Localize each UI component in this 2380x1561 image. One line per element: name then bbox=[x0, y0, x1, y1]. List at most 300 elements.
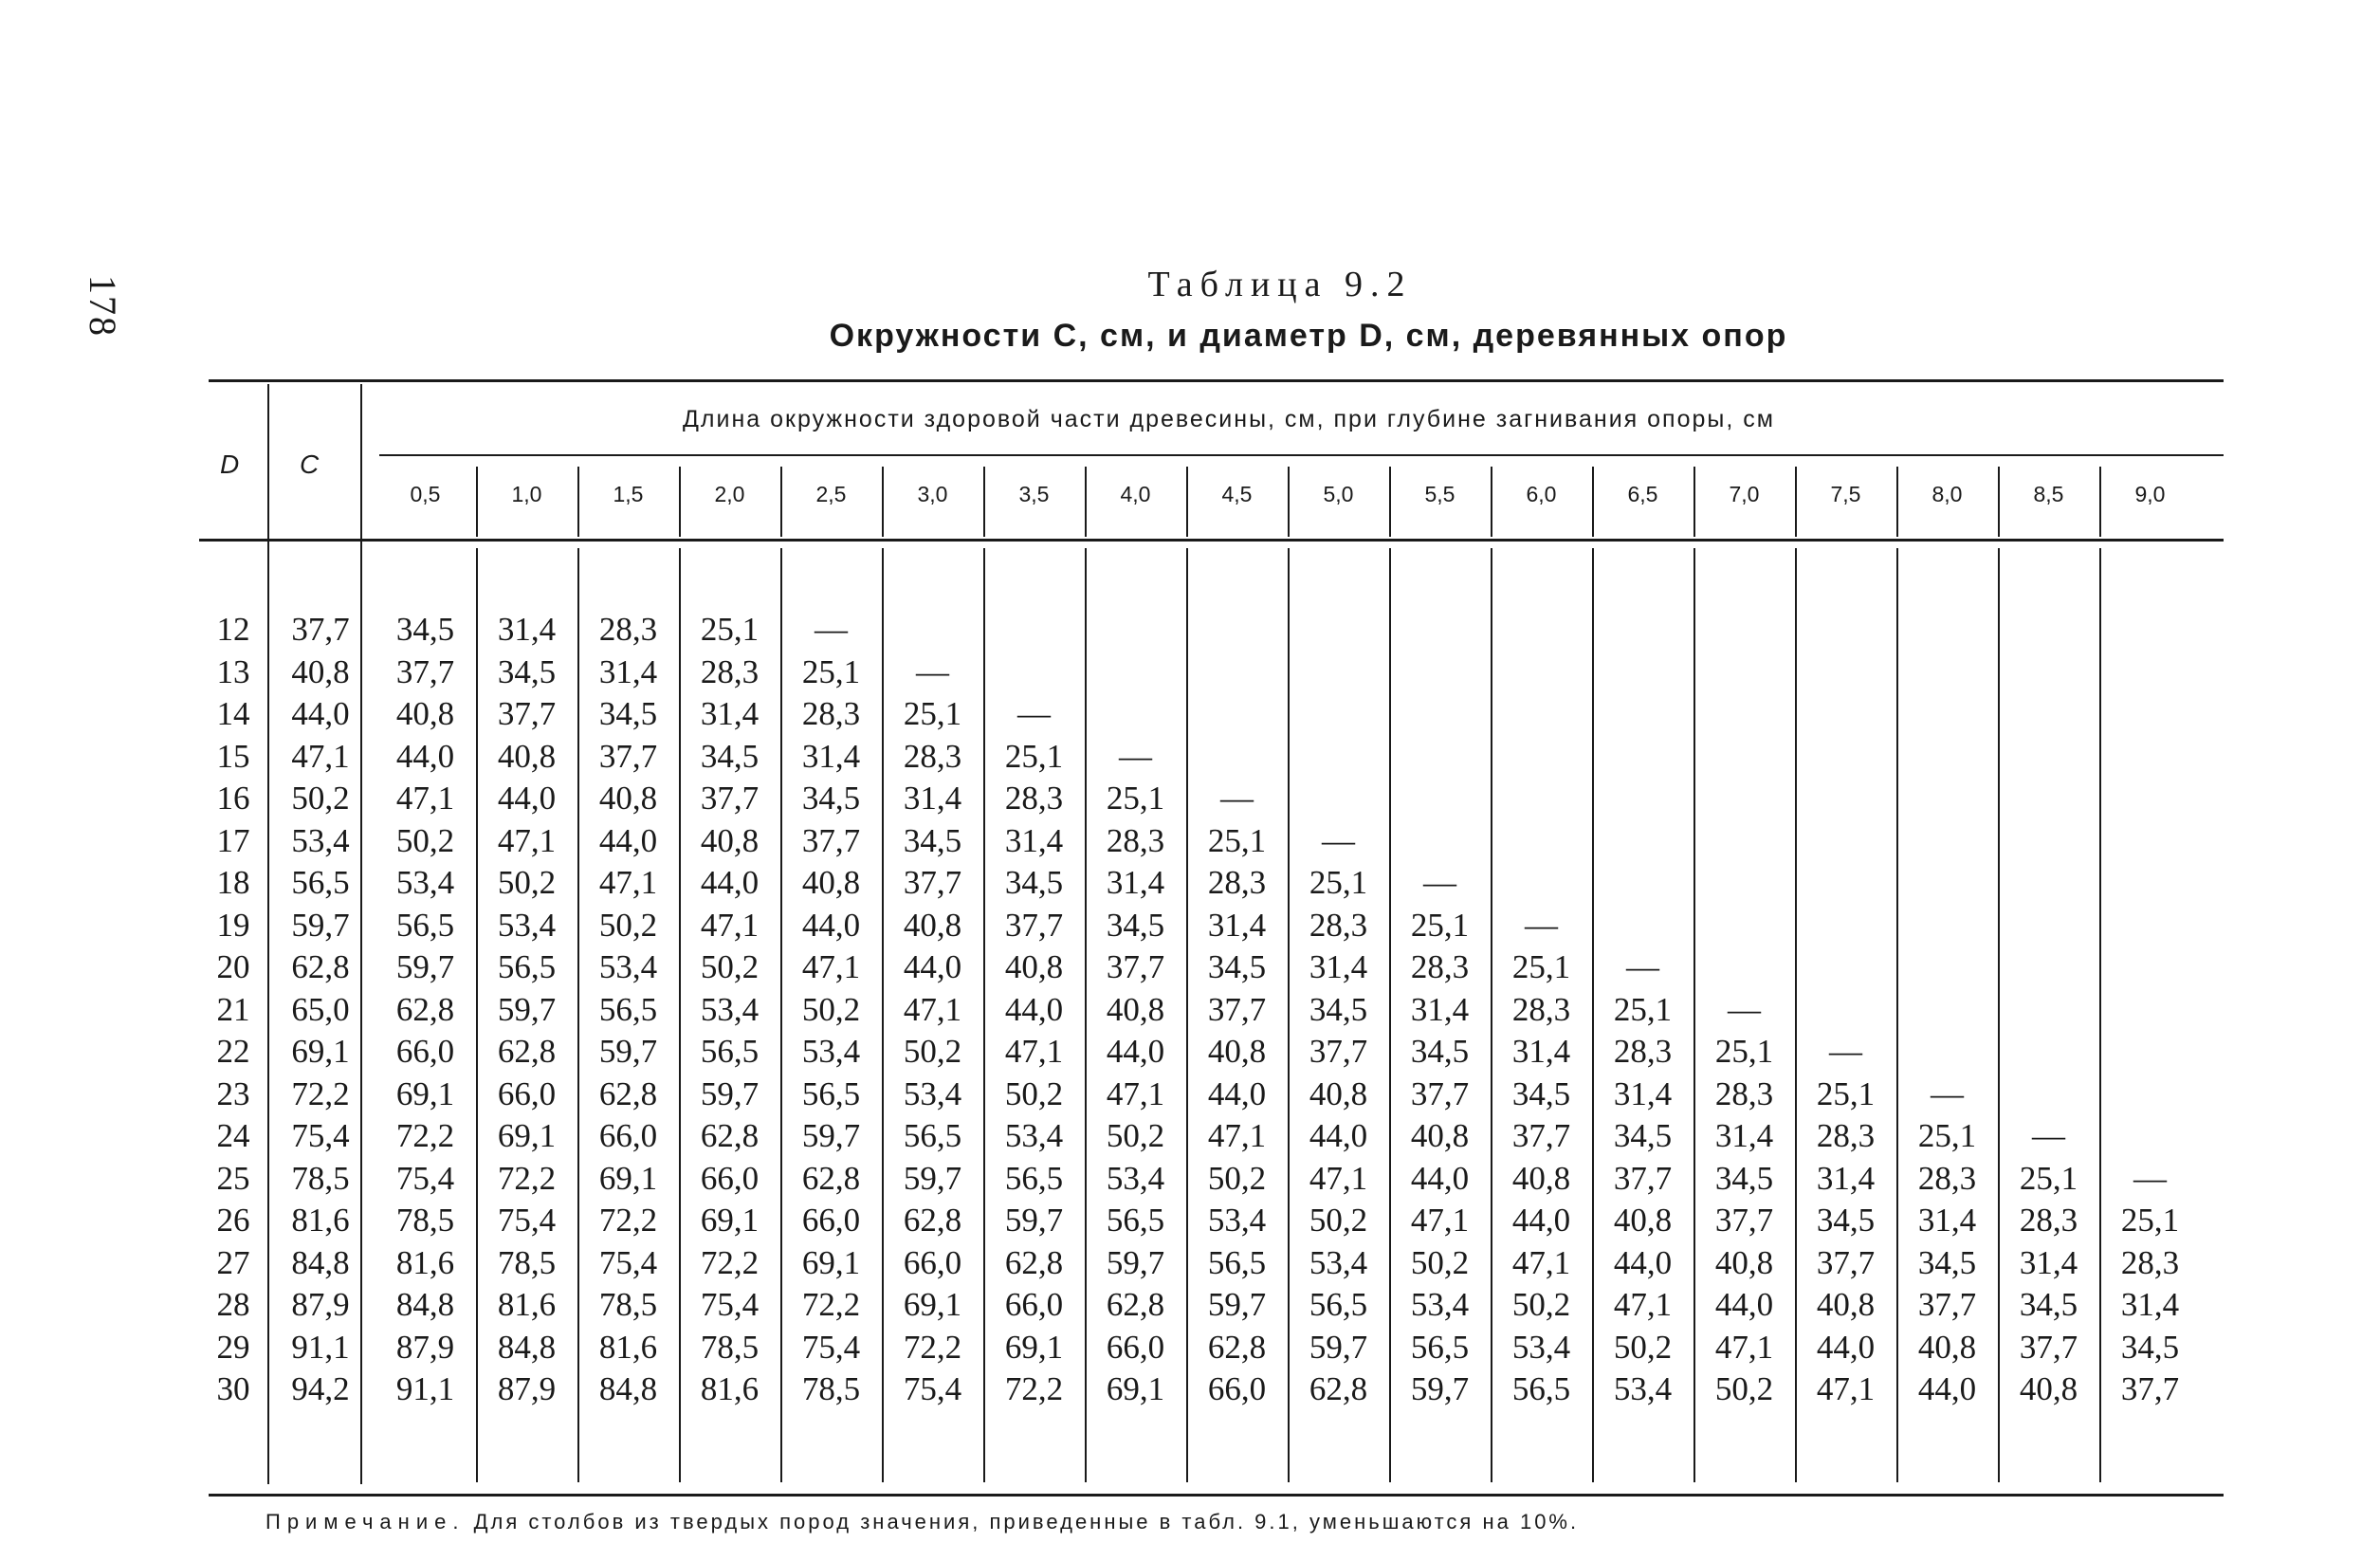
cell-value: 66,0 bbox=[903, 1243, 962, 1281]
cell-d: 30 bbox=[216, 1370, 250, 1407]
cell-value: 47,1 bbox=[497, 821, 557, 859]
cell-value: 40,8 bbox=[700, 821, 760, 859]
column-divider bbox=[1085, 467, 1087, 537]
cell-value: 44,0 bbox=[1816, 1328, 1876, 1366]
cell-c: 59,7 bbox=[291, 906, 350, 944]
note-lead: Примечание. bbox=[265, 1510, 466, 1533]
cell-value: 84,8 bbox=[497, 1328, 557, 1366]
cell-value: 47,1 bbox=[1309, 1159, 1368, 1197]
cell-value: 72,2 bbox=[598, 1202, 658, 1239]
cell-c: 78,5 bbox=[291, 1159, 350, 1197]
cell-value: 56,5 bbox=[1004, 1159, 1064, 1197]
cell-value: — bbox=[2032, 1117, 2065, 1154]
cell-value: 34,5 bbox=[801, 780, 861, 817]
cell-value: 28,3 bbox=[1816, 1117, 1876, 1154]
cell-value: 34,5 bbox=[903, 821, 962, 859]
depth-header-cell: 6,0 bbox=[1526, 482, 1557, 506]
cell-value: 78,5 bbox=[395, 1202, 455, 1239]
cell-value: 28,3 bbox=[801, 695, 861, 732]
cell-value: 44,0 bbox=[1309, 1117, 1368, 1154]
depth-header-cell: 1,0 bbox=[511, 482, 542, 506]
cell-value: 53,4 bbox=[1207, 1202, 1267, 1239]
cell-value: 59,7 bbox=[1106, 1243, 1165, 1281]
header-group-label: Длина окружности здоровой части древесины, см, при глубине загнивания опоры, см bbox=[683, 406, 1775, 432]
cell-value: 40,8 bbox=[1004, 948, 1064, 985]
cell-value: 47,1 bbox=[1207, 1117, 1267, 1154]
cell-value: 62,8 bbox=[903, 1202, 962, 1239]
cell-value: 56,5 bbox=[700, 1033, 760, 1070]
cell-value: 56,5 bbox=[1511, 1370, 1571, 1407]
cell-value: 40,8 bbox=[395, 695, 455, 732]
depth-header-cell: 7,0 bbox=[1729, 482, 1760, 506]
cell-value: 59,7 bbox=[700, 1074, 760, 1112]
cell-value: 44,0 bbox=[395, 737, 455, 775]
cell-value: 84,8 bbox=[598, 1370, 658, 1407]
cell-value: 40,8 bbox=[2019, 1370, 2078, 1407]
cell-value: 69,1 bbox=[801, 1243, 861, 1281]
cell-value: 69,1 bbox=[1004, 1328, 1064, 1366]
cell-value: 56,5 bbox=[1410, 1328, 1470, 1366]
cell-value: 59,7 bbox=[598, 1033, 658, 1070]
cell-value: 59,7 bbox=[1207, 1286, 1267, 1323]
cell-value: 72,2 bbox=[801, 1286, 861, 1323]
cell-value: 34,5 bbox=[2019, 1286, 2078, 1323]
cell-value: 34,5 bbox=[395, 611, 455, 648]
cell-value: 40,8 bbox=[1309, 1074, 1368, 1112]
cell-value: 31,4 bbox=[1714, 1117, 1774, 1154]
cell-value: 31,4 bbox=[801, 737, 861, 775]
cell-value: 56,5 bbox=[497, 948, 557, 985]
column-divider bbox=[983, 548, 985, 1482]
cell-value: 50,2 bbox=[395, 821, 455, 859]
cell-value: 31,4 bbox=[700, 695, 760, 732]
cell-value: 37,7 bbox=[2019, 1328, 2078, 1366]
cell-value: 62,8 bbox=[1309, 1370, 1368, 1407]
cell-value: 31,4 bbox=[903, 780, 962, 817]
cell-value: 25,1 bbox=[1613, 990, 1673, 1028]
cell-c: 84,8 bbox=[291, 1243, 350, 1281]
cell-c: 40,8 bbox=[291, 652, 350, 690]
cell-value: 37,7 bbox=[801, 821, 861, 859]
column-divider bbox=[1998, 467, 2000, 537]
cell-value: 62,8 bbox=[395, 990, 455, 1028]
cell-value: 66,0 bbox=[1106, 1328, 1165, 1366]
cell-value: 28,3 bbox=[598, 611, 658, 648]
cell-d: 17 bbox=[216, 821, 250, 859]
cell-value: 44,0 bbox=[1511, 1202, 1571, 1239]
cell-value: 44,0 bbox=[1714, 1286, 1774, 1323]
cell-value: 34,5 bbox=[1207, 948, 1267, 985]
cell-value: 25,1 bbox=[1309, 864, 1368, 901]
cell-value: 53,4 bbox=[497, 906, 557, 944]
column-divider bbox=[1592, 467, 1594, 537]
cell-value: 50,2 bbox=[1511, 1286, 1571, 1323]
cell-value: 69,1 bbox=[598, 1159, 658, 1197]
cell-d: 24 bbox=[216, 1117, 250, 1154]
cell-value: — bbox=[1728, 990, 1761, 1028]
cell-value: 72,2 bbox=[395, 1117, 455, 1154]
cell-value: 59,7 bbox=[1309, 1328, 1368, 1366]
cell-value: 91,1 bbox=[395, 1370, 455, 1407]
cell-value: — bbox=[1017, 695, 1051, 732]
cell-c: 44,0 bbox=[291, 695, 350, 732]
depth-header-cell: 3,0 bbox=[917, 482, 948, 506]
cell-value: 75,4 bbox=[700, 1286, 760, 1323]
cell-value: 59,7 bbox=[801, 1117, 861, 1154]
cell-value: 37,7 bbox=[1207, 990, 1267, 1028]
cell-value: 40,8 bbox=[1207, 1033, 1267, 1070]
cell-c: 53,4 bbox=[291, 821, 350, 859]
depth-header-cell: 7,5 bbox=[1830, 482, 1861, 506]
cell-value: 66,0 bbox=[598, 1117, 658, 1154]
depth-header-cell: 5,0 bbox=[1323, 482, 1354, 506]
cell-value: 25,1 bbox=[1816, 1074, 1876, 1112]
cell-value: 37,7 bbox=[1714, 1202, 1774, 1239]
cell-value: 44,0 bbox=[801, 906, 861, 944]
cell-d: 29 bbox=[216, 1328, 250, 1366]
cell-value: 62,8 bbox=[497, 1033, 557, 1070]
cell-value: 25,1 bbox=[2120, 1202, 2180, 1239]
cell-value: 53,4 bbox=[700, 990, 760, 1028]
cell-value: 62,8 bbox=[598, 1074, 658, 1112]
cell-value: 37,7 bbox=[1106, 948, 1165, 985]
cell-value: 69,1 bbox=[1106, 1370, 1165, 1407]
cell-value: 53,4 bbox=[1004, 1117, 1064, 1154]
table-title: Окружности С, см, и диаметр D, см, деревянных опор bbox=[829, 318, 1788, 354]
cell-value: 53,4 bbox=[1106, 1159, 1165, 1197]
cell-value: 78,5 bbox=[598, 1286, 658, 1323]
cell-value: 28,3 bbox=[1613, 1033, 1673, 1070]
cell-value: 62,8 bbox=[1207, 1328, 1267, 1366]
cell-c: 62,8 bbox=[291, 948, 350, 985]
depth-header-cell: 9,0 bbox=[2134, 482, 2166, 506]
cell-value: 50,2 bbox=[1410, 1243, 1470, 1281]
cell-value: 34,5 bbox=[1917, 1243, 1977, 1281]
column-divider bbox=[1389, 467, 1391, 537]
cell-d: 18 bbox=[216, 864, 250, 901]
cell-value: 40,8 bbox=[598, 780, 658, 817]
cell-value: 75,4 bbox=[395, 1159, 455, 1197]
cell-value: 31,4 bbox=[1511, 1033, 1571, 1070]
cell-value: 40,8 bbox=[801, 864, 861, 901]
cell-value: 81,6 bbox=[395, 1243, 455, 1281]
cell-value: 69,1 bbox=[903, 1286, 962, 1323]
column-divider bbox=[679, 467, 681, 537]
cell-value: 50,2 bbox=[1207, 1159, 1267, 1197]
column-divider bbox=[577, 467, 579, 537]
cell-value: 47,1 bbox=[598, 864, 658, 901]
cell-value: 78,5 bbox=[801, 1370, 861, 1407]
cell-value: 62,8 bbox=[801, 1159, 861, 1197]
cell-value: 37,7 bbox=[700, 780, 760, 817]
cell-value: 50,2 bbox=[1613, 1328, 1673, 1366]
cell-value: 37,7 bbox=[497, 695, 557, 732]
cell-d: 22 bbox=[216, 1033, 250, 1070]
header-group-rule bbox=[379, 454, 2224, 456]
cell-value: 56,5 bbox=[801, 1074, 861, 1112]
cell-d: 20 bbox=[216, 948, 250, 985]
cell-value: 75,4 bbox=[801, 1328, 861, 1366]
column-divider bbox=[2099, 467, 2101, 537]
cell-value: 28,3 bbox=[1917, 1159, 1977, 1197]
depth-header-cell: 2,0 bbox=[714, 482, 745, 506]
cell-value: 53,4 bbox=[903, 1074, 962, 1112]
cell-value: 75,4 bbox=[903, 1370, 962, 1407]
cell-value: 47,1 bbox=[1613, 1286, 1673, 1323]
cell-value: 56,5 bbox=[1309, 1286, 1368, 1323]
cell-value: 66,0 bbox=[700, 1159, 760, 1197]
cell-value: 31,4 bbox=[1613, 1074, 1673, 1112]
cell-value: 31,4 bbox=[598, 652, 658, 690]
column-divider bbox=[1491, 548, 1492, 1482]
cell-value: — bbox=[1525, 906, 1558, 944]
depth-header-cell: 2,5 bbox=[815, 482, 847, 506]
cell-value: 28,3 bbox=[1714, 1074, 1774, 1112]
cell-value: 37,7 bbox=[1511, 1117, 1571, 1154]
depth-header-cell: 4,0 bbox=[1120, 482, 1151, 506]
cell-d: 12 bbox=[216, 611, 250, 648]
cell-value: 40,8 bbox=[497, 737, 557, 775]
cell-value: 40,8 bbox=[1511, 1159, 1571, 1197]
header-c: C bbox=[300, 450, 321, 479]
cell-value: 62,8 bbox=[700, 1117, 760, 1154]
cell-value: 44,0 bbox=[903, 948, 962, 985]
cell-value: 37,7 bbox=[1410, 1074, 1470, 1112]
cell-value: 81,6 bbox=[497, 1286, 557, 1323]
table-note bbox=[265, 1510, 1579, 1534]
cell-value: 25,1 bbox=[700, 611, 760, 648]
table-top-rule bbox=[209, 379, 2224, 382]
cell-value: 50,2 bbox=[903, 1033, 962, 1070]
cell-d: 19 bbox=[216, 906, 250, 944]
cell-value: 34,5 bbox=[700, 737, 760, 775]
cell-value: 56,5 bbox=[1207, 1243, 1267, 1281]
cell-c: 47,1 bbox=[291, 737, 350, 775]
cell-value: 62,8 bbox=[1004, 1243, 1064, 1281]
cell-value: 34,5 bbox=[1511, 1074, 1571, 1112]
cell-value: 31,4 bbox=[2019, 1243, 2078, 1281]
cell-value: 28,3 bbox=[1004, 780, 1064, 817]
page-number: 178 bbox=[82, 275, 124, 338]
header-d: D bbox=[220, 450, 242, 479]
cell-d: 28 bbox=[216, 1286, 250, 1323]
cell-value: 53,4 bbox=[1613, 1370, 1673, 1407]
table-caption: Таблица 9.2 bbox=[1147, 265, 1413, 304]
cell-value: 59,7 bbox=[1410, 1370, 1470, 1407]
cell-value: 69,1 bbox=[700, 1202, 760, 1239]
cell-value: 34,5 bbox=[2120, 1328, 2180, 1366]
cell-value: 87,9 bbox=[497, 1370, 557, 1407]
cell-c: 56,5 bbox=[291, 864, 350, 901]
cell-value: 56,5 bbox=[903, 1117, 962, 1154]
cell-value: 31,4 bbox=[497, 611, 557, 648]
cell-c: 65,0 bbox=[291, 990, 350, 1028]
column-divider bbox=[1998, 548, 2000, 1482]
cell-value: 44,0 bbox=[598, 821, 658, 859]
cell-value: 34,5 bbox=[497, 652, 557, 690]
depth-header-cell: 0,5 bbox=[410, 482, 441, 506]
cell-value: 59,7 bbox=[497, 990, 557, 1028]
cell-value: 31,4 bbox=[1207, 906, 1267, 944]
depth-header-cell: 8,0 bbox=[1931, 482, 1963, 506]
cell-value: 34,5 bbox=[1816, 1202, 1876, 1239]
column-divider bbox=[780, 467, 782, 537]
cell-value: 34,5 bbox=[598, 695, 658, 732]
cell-value: 34,5 bbox=[1004, 864, 1064, 901]
column-divider bbox=[1085, 548, 1087, 1482]
cell-d: 16 bbox=[216, 780, 250, 817]
cell-c: 69,1 bbox=[291, 1033, 350, 1070]
cell-value: 53,4 bbox=[598, 948, 658, 985]
cell-value: 28,3 bbox=[1106, 821, 1165, 859]
note-text: Для столбов из твердых пород значения, приведенные в табл. 9.1, уменьшаются на 10%. bbox=[473, 1510, 1580, 1533]
cell-value: 31,4 bbox=[1309, 948, 1368, 985]
cell-d: 21 bbox=[216, 990, 250, 1028]
cell-value: 53,4 bbox=[1511, 1328, 1571, 1366]
cell-value: 47,1 bbox=[801, 948, 861, 985]
cell-value: 25,1 bbox=[1106, 780, 1165, 817]
cell-value: 37,7 bbox=[1917, 1286, 1977, 1323]
cell-value: 28,3 bbox=[1309, 906, 1368, 944]
cell-value: 47,1 bbox=[1511, 1243, 1571, 1281]
table-bottom-rule bbox=[209, 1494, 2224, 1497]
column-divider bbox=[1592, 548, 1594, 1482]
cell-c: 75,4 bbox=[291, 1117, 350, 1154]
cell-value: 37,7 bbox=[1613, 1159, 1673, 1197]
cell-value: 34,5 bbox=[1106, 906, 1165, 944]
cell-value: 31,4 bbox=[1410, 990, 1470, 1028]
cell-value: 40,8 bbox=[1613, 1202, 1673, 1239]
cell-value: 66,0 bbox=[1004, 1286, 1064, 1323]
column-divider bbox=[1795, 467, 1797, 537]
column-divider bbox=[577, 548, 579, 1482]
cell-value: 81,6 bbox=[700, 1370, 760, 1407]
cell-value: — bbox=[1119, 737, 1152, 775]
cell-value: 28,3 bbox=[2019, 1202, 2078, 1239]
cell-d: 14 bbox=[216, 695, 250, 732]
cell-value: 37,7 bbox=[2120, 1370, 2180, 1407]
cell-value: 66,0 bbox=[1207, 1370, 1267, 1407]
cell-value: 40,8 bbox=[1917, 1328, 1977, 1366]
cell-value: 25,1 bbox=[1004, 737, 1064, 775]
cell-d: 15 bbox=[216, 737, 250, 775]
cell-value: 28,3 bbox=[1207, 864, 1267, 901]
cell-value: 31,4 bbox=[1106, 864, 1165, 901]
cell-value: 47,1 bbox=[1714, 1328, 1774, 1366]
cell-c: 81,6 bbox=[291, 1202, 350, 1239]
cell-d: 23 bbox=[216, 1074, 250, 1112]
cell-value: 25,1 bbox=[1207, 821, 1267, 859]
cell-value: 37,7 bbox=[1816, 1243, 1876, 1281]
cell-value: 31,4 bbox=[1917, 1202, 1977, 1239]
cell-value: 37,7 bbox=[395, 652, 455, 690]
cell-value: 59,7 bbox=[395, 948, 455, 985]
cell-value: 44,0 bbox=[1613, 1243, 1673, 1281]
cell-value: 28,3 bbox=[1511, 990, 1571, 1028]
cell-value: 53,4 bbox=[1410, 1286, 1470, 1323]
cell-value: 34,5 bbox=[1410, 1033, 1470, 1070]
column-divider bbox=[679, 548, 681, 1482]
cell-value: 53,4 bbox=[801, 1033, 861, 1070]
cell-value: 56,5 bbox=[1106, 1202, 1165, 1239]
cell-value: 50,2 bbox=[497, 864, 557, 901]
cell-value: 47,1 bbox=[700, 906, 760, 944]
depth-header-cell: 3,5 bbox=[1018, 482, 1050, 506]
depth-header-cell: 8,5 bbox=[2033, 482, 2064, 506]
column-divider bbox=[1693, 548, 1695, 1482]
cell-value: 25,1 bbox=[1714, 1033, 1774, 1070]
cell-d: 26 bbox=[216, 1202, 250, 1239]
cell-value: 25,1 bbox=[903, 695, 962, 732]
cell-value: 78,5 bbox=[700, 1328, 760, 1366]
cell-value: — bbox=[1423, 864, 1456, 901]
cell-value: 87,9 bbox=[395, 1328, 455, 1366]
cell-value: 25,1 bbox=[2019, 1159, 2078, 1197]
cell-value: 37,7 bbox=[1004, 906, 1064, 944]
cell-value: 25,1 bbox=[1917, 1117, 1977, 1154]
depth-header-cell: 4,5 bbox=[1221, 482, 1253, 506]
cell-value: 50,2 bbox=[1106, 1117, 1165, 1154]
cell-value: 66,0 bbox=[395, 1033, 455, 1070]
cell-value: — bbox=[2133, 1159, 2167, 1197]
cell-value: 31,4 bbox=[2120, 1286, 2180, 1323]
column-divider bbox=[1186, 467, 1188, 537]
cell-value: 47,1 bbox=[1410, 1202, 1470, 1239]
cell-value: 47,1 bbox=[1004, 1033, 1064, 1070]
cell-value: 69,1 bbox=[395, 1074, 455, 1112]
cell-value: 44,0 bbox=[1207, 1074, 1267, 1112]
column-divider bbox=[1795, 548, 1797, 1482]
cell-value: 56,5 bbox=[395, 906, 455, 944]
column-divider bbox=[1896, 467, 1898, 537]
cell-value: — bbox=[1626, 948, 1659, 985]
column-divider bbox=[1389, 548, 1391, 1482]
cell-c: 37,7 bbox=[291, 611, 350, 648]
cell-value: 44,0 bbox=[1917, 1370, 1977, 1407]
cell-value: 72,2 bbox=[1004, 1370, 1064, 1407]
cell-value: 75,4 bbox=[598, 1243, 658, 1281]
cell-value: 72,2 bbox=[700, 1243, 760, 1281]
cell-value: 47,1 bbox=[1816, 1370, 1876, 1407]
cell-value: 44,0 bbox=[1410, 1159, 1470, 1197]
cell-c: 72,2 bbox=[291, 1074, 350, 1112]
cell-value: 50,2 bbox=[1714, 1370, 1774, 1407]
cell-c: 50,2 bbox=[291, 780, 350, 817]
column-divider bbox=[1896, 548, 1898, 1482]
cell-c: 87,9 bbox=[291, 1286, 350, 1323]
cell-value: 66,0 bbox=[801, 1202, 861, 1239]
cell-value: 31,4 bbox=[1004, 821, 1064, 859]
cell-value: — bbox=[1220, 780, 1254, 817]
cell-value: 47,1 bbox=[903, 990, 962, 1028]
cell-value: — bbox=[1322, 821, 1355, 859]
cell-value: 69,1 bbox=[497, 1117, 557, 1154]
cell-value: 25,1 bbox=[1410, 906, 1470, 944]
cell-value: — bbox=[1931, 1074, 1964, 1112]
cell-value: 37,7 bbox=[1309, 1033, 1368, 1070]
column-divider bbox=[1288, 467, 1290, 537]
cell-value: 44,0 bbox=[1106, 1033, 1165, 1070]
cell-value: 40,8 bbox=[1714, 1243, 1774, 1281]
column-divider bbox=[2099, 548, 2101, 1482]
cell-value: 50,2 bbox=[1004, 1074, 1064, 1112]
cell-value: 50,2 bbox=[700, 948, 760, 985]
cell-value: 53,4 bbox=[395, 864, 455, 901]
column-divider bbox=[983, 467, 985, 537]
cell-value: 62,8 bbox=[1106, 1286, 1165, 1323]
cell-value: — bbox=[1829, 1033, 1862, 1070]
cell-value: 53,4 bbox=[1309, 1243, 1368, 1281]
